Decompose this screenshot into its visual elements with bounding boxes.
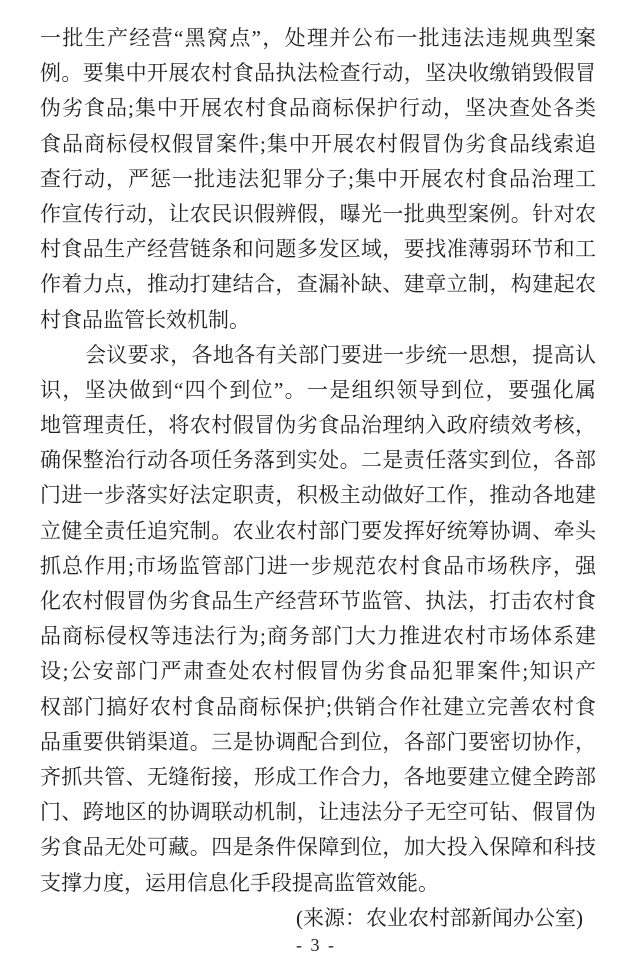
text-line: 村食品生产经营链条和问题多发区域，要找准薄弱环节和工: [40, 237, 596, 262]
text-line: 劣食品无处可藏。四是条件保障到位，加大投入保障和科技: [40, 835, 596, 860]
text-line-paragraph-start: 会议要求，各地各有关部门要进一步统一思想，提高认: [85, 342, 596, 367]
text-line: 立健全责任追究制。农业农村部门要发挥好统筹协调、牵头: [40, 518, 596, 543]
text-line: 食品商标侵权假冒案件;集中开展农村假冒伪劣食品线索追: [40, 131, 596, 156]
text-line: 确保整治行动各项任务落到实处。二是责任落实到位，各部: [40, 448, 596, 473]
text-line: 品重要供销渠道。三是协调配合到位，各部门要密切协作，: [40, 729, 596, 754]
text-line-paragraph-end: 支撑力度，运用信息化手段提高监管效能。: [40, 870, 439, 895]
text-line-paragraph-end: 村食品监管长效机制。: [40, 307, 250, 332]
text-line: 抓总作用;市场监管部门进一步规范农村食品市场秩序，强: [40, 553, 596, 578]
text-line: 一批生产经营“黑窝点”，处理并公布一批违法违规典型案: [40, 26, 596, 50]
text-line: 查行动，严惩一批违法犯罪分子;集中开展农村食品治理工: [40, 166, 596, 191]
text-line: 门进一步落实好法定职责，积极主动做好工作，推动各地建: [40, 483, 596, 508]
text-line: 地管理责任，将农村假冒伪劣食品治理纳入政府绩效考核，: [40, 413, 596, 438]
text-line: 齐抓共管、无缝衔接，形成工作合力，各地要建立健全跨部: [40, 764, 596, 789]
text-line: 例。要集中开展农村食品执法检查行动，坚决收缴销毁假冒: [40, 61, 596, 86]
document-text-block: [40, 21, 596, 936]
page-number: - 3 -: [296, 935, 336, 955]
text-line: 设;公安部门严肃查处农村假冒伪劣食品犯罪案件;知识产: [40, 659, 596, 684]
text-line: 作宣传行动，让农民识假辨假，曝光一批典型案例。针对农: [40, 201, 596, 226]
text-line: 识，坚决做到“四个到位”。一是组织领导到位，要强化属: [40, 377, 596, 402]
text-line: 化农村假冒伪劣食品生产经营环节监管、执法，打击农村食: [40, 589, 596, 613]
text-line: 作着力点，推动打建结合，查漏补缺、建章立制，构建起农: [40, 272, 596, 297]
source-attribution: (来源：农业农村部新闻办公室): [296, 905, 583, 930]
text-line: 伪劣食品;集中开展农村食品商标保护行动，坚决查处各类: [40, 96, 596, 121]
text-line: 品商标侵权等违法行为;商务部门大力推进农村市场体系建: [40, 624, 596, 649]
text-line: 门、跨地区的协调联动机制，让违法分子无空可钻、假冒伪: [40, 800, 596, 825]
text-line: 权部门搞好农村食品商标保护;供销合作社建立完善农村食: [40, 694, 596, 719]
